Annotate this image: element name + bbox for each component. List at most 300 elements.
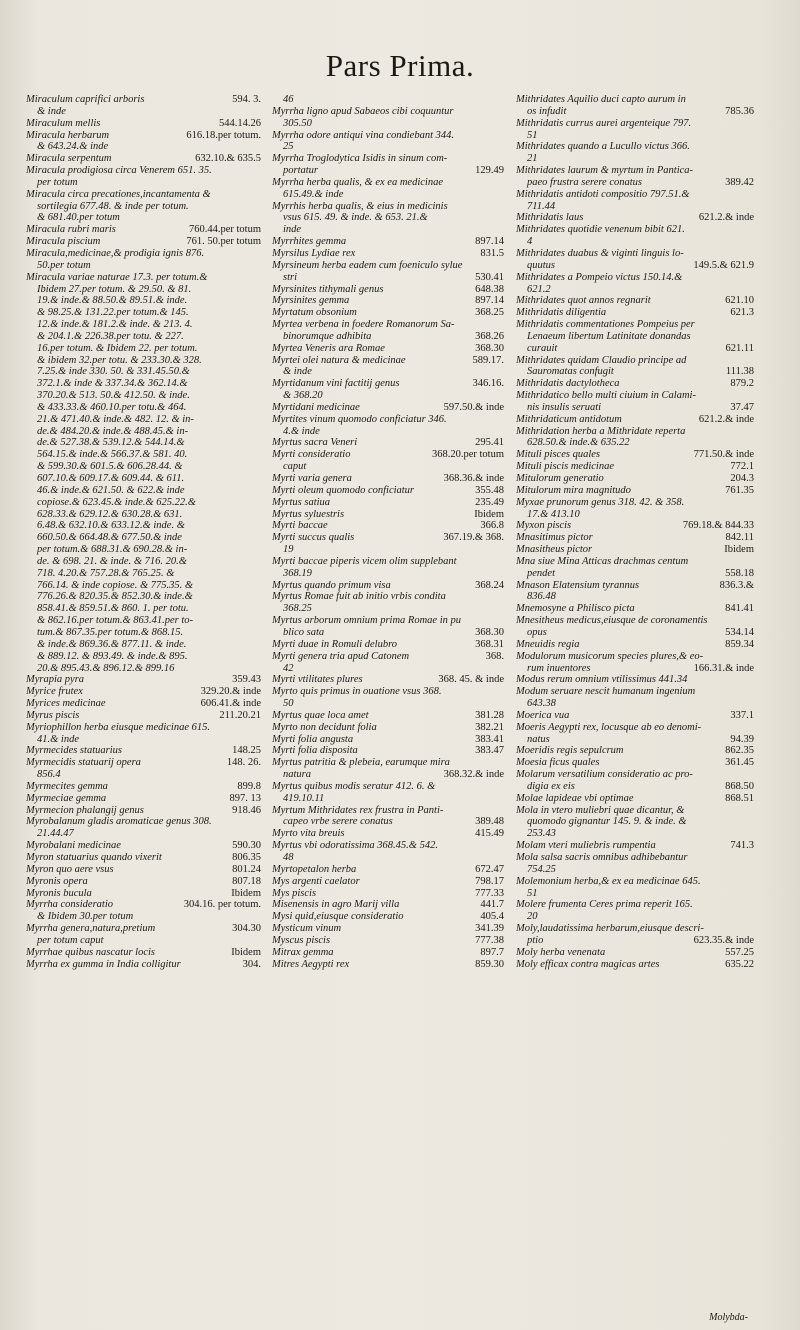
index-entry <box>26 437 261 449</box>
entry-text: Miracula herbarum <box>26 129 110 141</box>
entry-text: Moeris Aegypti rex, locusque ab eo denomi- <box>516 721 702 733</box>
page-reference: 859.34 <box>725 638 754 650</box>
page-reference: 868.51 <box>725 792 754 804</box>
entry-text: Molarum versatilium consideratio ac pro- <box>516 769 693 781</box>
index-entry <box>272 177 504 189</box>
index-entry <box>516 449 754 461</box>
page-reference: 918.46 <box>232 804 261 816</box>
index-entry <box>272 201 504 213</box>
index-entry <box>516 864 754 876</box>
entry-text: Molere frumenta Ceres prima reperit 165. <box>516 899 693 911</box>
index-entry <box>272 639 504 651</box>
page-reference: 897.14 <box>475 236 504 248</box>
entry-text: 19.& inde.& 88.50.& 89.51.& inde. <box>37 295 188 307</box>
index-entry <box>516 603 754 615</box>
index-entry <box>272 130 504 142</box>
entry-text: Myrto vita breuis <box>272 828 345 840</box>
index-entry <box>272 118 504 130</box>
entry-text: Myrtatum obsonium <box>272 307 357 319</box>
index-entry <box>26 911 261 923</box>
index-entry <box>272 580 504 592</box>
entry-text: 21.44.47 <box>37 828 74 840</box>
index-entry <box>272 94 504 106</box>
page-reference: 389.48 <box>475 816 504 828</box>
index-entry <box>26 686 261 698</box>
page-reference: 295.41 <box>475 437 504 449</box>
entry-text: sortilegia 677.48. & inde per totum. <box>37 200 189 212</box>
entry-text: Myrti oleum quomodo conficiatur <box>272 484 415 496</box>
index-entry <box>272 319 504 331</box>
index-entry <box>272 710 504 722</box>
index-entry <box>272 414 504 426</box>
entry-text: Myrrhae quibus nascatur locis <box>26 946 156 958</box>
index-entry <box>26 449 261 461</box>
index-entry <box>516 615 754 627</box>
page-reference: 415.49 <box>475 828 504 840</box>
page-reference: 94.39 <box>730 733 754 745</box>
index-entry <box>516 698 754 710</box>
entry-text: Myrmecides statuarius <box>26 745 122 757</box>
entry-text: Mys piscis <box>272 887 317 899</box>
entry-text: opus <box>527 626 547 638</box>
index-entry <box>272 224 504 236</box>
page-reference: 368.36.& inde <box>443 473 504 484</box>
page-reference: Ibidem <box>231 887 261 899</box>
entry-text: Mithridates quando a Lucullo victus 366. <box>516 141 690 153</box>
entry-text: 419.10.11 <box>283 792 325 804</box>
entry-text: Myrsinites gemma <box>272 295 350 307</box>
index-entry <box>26 284 261 296</box>
entry-text: Myriophillon herba eiusque medicinae 615. <box>26 721 211 733</box>
entry-text: 253.43 <box>527 828 556 840</box>
entry-text: Myrmecion phalangij genus <box>26 804 144 816</box>
entry-text: Miracula,medicinae,& prodigia ignis 876. <box>26 247 205 259</box>
index-entry <box>26 876 261 888</box>
page-reference: 368.25 <box>475 307 504 319</box>
entry-text: Myrti succus qualis <box>272 532 355 544</box>
index-entry <box>516 461 754 473</box>
index-entry <box>516 94 754 106</box>
entry-text: 48 <box>283 852 294 863</box>
page-reference: 785.36 <box>725 105 754 117</box>
index-entry <box>272 212 504 224</box>
entry-text: ptio <box>527 934 544 946</box>
index-entry <box>26 698 261 710</box>
page-reference: 235.49 <box>475 496 504 508</box>
index-entry <box>26 130 261 142</box>
index-entry <box>26 805 261 817</box>
page-reference: 329.20.& inde <box>200 686 261 698</box>
index-entry <box>26 366 261 378</box>
index-entry <box>516 591 754 603</box>
entry-text: de. & 698. 21. & inde. & 716. 20.& <box>37 555 187 567</box>
index-entry <box>516 284 754 296</box>
index-entry <box>516 722 754 734</box>
page-reference: 368.26 <box>475 330 504 342</box>
entry-text: Mithridatis diligentia <box>516 307 607 319</box>
entry-text: 25 <box>283 141 294 153</box>
page-reference: 590.30 <box>232 840 261 852</box>
entry-text: Myrtus quae loca amet <box>272 709 369 721</box>
entry-text: Mithridatis antidoti compositio 797.51.& <box>516 188 690 200</box>
index-entry <box>272 876 504 888</box>
entry-text: & 681.40.per totum <box>37 212 120 224</box>
entry-text: Mithridatis dactylotheca <box>516 378 620 390</box>
page-reference: 761.35 <box>725 484 754 496</box>
entry-text: Myrtus satiua <box>272 496 331 508</box>
entry-text: Modum seruare nescit humanum ingenium <box>516 686 696 698</box>
entry-text: 41.& inde <box>37 733 79 745</box>
index-entry <box>272 828 504 840</box>
index-entry <box>516 260 754 272</box>
index-entry <box>516 828 754 840</box>
index-entry <box>272 686 504 698</box>
entry-text: Myrtus quando primum visa <box>272 579 391 591</box>
page-reference: 544.14.26 <box>219 117 261 129</box>
entry-text: Myrus piscis <box>26 709 80 721</box>
entry-text: Mithridatis commentationes Pompeius per <box>516 319 695 331</box>
entry-text: Mithridatis currus aurei argenteique 797. <box>516 117 692 129</box>
entry-text: 20.& 895.43.& 896.12.& 899.16 <box>37 662 175 674</box>
index-entry <box>272 840 504 852</box>
page-reference: 648.38 <box>475 283 504 295</box>
entry-text: Misenensis in agro Marij villa <box>272 899 400 911</box>
entry-text: nis insulis seruati <box>527 401 602 413</box>
index-entry <box>516 710 754 722</box>
index-entry <box>516 805 754 817</box>
entry-text: & 643.24.& inde <box>37 141 109 153</box>
page-reference: 558.18 <box>725 567 754 579</box>
entry-text: Mithridates duabus & viginti linguis lo- <box>516 247 684 259</box>
index-entry <box>272 390 504 402</box>
entry-text: 564.15.& inde.& 566.37.& 581. 40. <box>37 449 188 461</box>
entry-text: Moeridis regis sepulcrum <box>516 745 624 757</box>
index-entry <box>26 520 261 532</box>
index-entry <box>516 497 754 509</box>
index-entry <box>272 568 504 580</box>
entry-text: Ibidem 27.per totum. & 29.50. & 81. <box>37 283 192 295</box>
entry-text: & ibidem 32.per totu. & 233.30.& 328. <box>37 354 202 366</box>
entry-text: portatur <box>283 165 319 177</box>
page-reference: 346.16. <box>472 378 504 390</box>
entry-text: Myrti varia genera <box>272 473 352 484</box>
index-entry <box>26 343 261 355</box>
index-entry <box>26 390 261 402</box>
entry-text: 50 <box>283 698 294 710</box>
index-entry <box>26 864 261 876</box>
entry-text: pendet <box>527 567 555 579</box>
entry-text: digia ex eis <box>527 780 575 792</box>
entry-text: Mithridaticum antidotum <box>516 413 622 425</box>
index-entry <box>516 568 754 580</box>
index-entry <box>516 224 754 236</box>
index-entry <box>272 461 504 473</box>
entry-text: Myrtus Romae fuit ab initio vrbis condita <box>272 591 446 603</box>
page-reference: 879.2 <box>730 378 754 390</box>
entry-text: & inde <box>37 105 66 117</box>
entry-text: 46.& inde.& 621.50. & 622.& inde <box>37 484 185 496</box>
entry-text: Mithridatico bello multi ciuium in Calami- <box>516 390 696 402</box>
entry-text: 42 <box>283 662 294 674</box>
entry-text: Myrtea verbena in foedere Romanorum Sa- <box>272 319 455 331</box>
entry-text: Mysi quid,eiusque consideratio <box>272 911 404 923</box>
index-entry <box>516 118 754 130</box>
index-entry <box>516 165 754 177</box>
page-reference: 368.20.per totum <box>431 449 504 461</box>
page-reference: 621.10 <box>725 295 754 307</box>
index-entry <box>272 153 504 165</box>
index-entry <box>26 816 261 828</box>
index-entry <box>516 781 754 793</box>
page-reference: 148.25 <box>232 745 261 757</box>
page-reference: 841.41 <box>725 603 754 615</box>
index-entry <box>272 816 504 828</box>
page-reference: 798.17 <box>475 875 504 887</box>
entry-text: Myrto quis primus in ouatione vsus 368. <box>272 686 442 698</box>
index-entry <box>272 769 504 781</box>
entry-text: Myrto non decidunt folia <box>272 721 377 733</box>
index-entry <box>26 840 261 852</box>
entry-text: os infudit <box>527 105 567 117</box>
entry-text: 51 <box>527 887 538 899</box>
entry-text: Myrtidanum vini factitij genus <box>272 378 400 390</box>
entry-text: Mithridates Aquilio duci capto aurum in <box>516 94 686 105</box>
index-entry <box>26 757 261 769</box>
index-entry <box>516 307 754 319</box>
page-reference: 589.17. <box>472 354 504 366</box>
index-entry <box>516 876 754 888</box>
index-entry <box>516 426 754 438</box>
index-entry <box>26 509 261 521</box>
entry-text: Sauromatas confugit <box>527 366 614 378</box>
entry-text: binorumque adhibita <box>283 330 372 342</box>
index-entry <box>26 224 261 236</box>
page-reference: 304.16. per totum. <box>183 899 261 911</box>
index-entry <box>516 923 754 935</box>
page-reference: 148. 26. <box>226 757 261 769</box>
index-entry <box>26 959 261 971</box>
page-reference: 760.44.per totum <box>188 224 261 236</box>
index-entry <box>26 212 261 224</box>
entry-text: 7.25.& inde 330. 50. & 331.45.50.& <box>37 366 190 378</box>
page-reference: 862.35 <box>725 745 754 757</box>
index-entry <box>516 319 754 331</box>
entry-text: & inde <box>283 366 312 378</box>
entry-text: Myscus piscis <box>272 934 331 946</box>
index-entry <box>516 840 754 852</box>
index-entry <box>272 556 504 568</box>
entry-text: de.& 484.20.& inde.& 488.45.& in- <box>37 425 189 437</box>
page-reference: 616.18.per totum. <box>186 129 261 141</box>
index-entry <box>26 426 261 438</box>
index-entry <box>272 307 504 319</box>
index-entry <box>26 177 261 189</box>
entry-text: Moly,laudatissima herbarum,eiusque descri- <box>516 923 704 935</box>
entry-text: rum inuentores <box>527 662 591 674</box>
entry-text: Myrtus quibus modis seratur 412. 6. & <box>272 780 436 792</box>
index-entry <box>272 959 504 971</box>
entry-text: 51 <box>527 129 538 141</box>
index-entry <box>516 402 754 414</box>
entry-text: Mola salsa sacris omnibus adhibebantur <box>516 852 688 863</box>
entry-text: Myrrha consideratio <box>26 899 114 911</box>
entry-text: Mithridates a Pompeio victus 150.14.& <box>516 271 683 283</box>
page-reference: 772.1 <box>730 461 754 473</box>
index-entry <box>272 426 504 438</box>
index-entry <box>272 663 504 675</box>
entry-text: per totum caput <box>37 934 104 946</box>
entry-text: Mithridatis laus <box>516 212 584 224</box>
entry-text: Myrrha genera,natura,pretium <box>26 923 156 935</box>
index-entry <box>516 177 754 189</box>
entry-text: Myronis opera <box>26 875 88 887</box>
entry-text: Myrtus patritia & plebeia, earumque mira <box>272 757 450 769</box>
index-column-1 <box>26 94 261 970</box>
entry-text: & 889.12. & 893.49. & inde.& 895. <box>37 650 188 662</box>
entry-text: Myrtites vinum quomodo conficiatur 346. <box>272 413 447 425</box>
page-reference: 368. 45. & inde <box>438 674 504 686</box>
page-reference: 304.30 <box>232 923 261 935</box>
entry-text: & 368.20 <box>283 390 323 402</box>
page-reference: 383.47 <box>475 745 504 757</box>
index-entry <box>26 568 261 580</box>
entry-text: Modulorum musicorum species plures,& eo- <box>516 650 704 662</box>
entry-text: Myrrhites gemma <box>272 236 347 248</box>
index-entry <box>272 248 504 260</box>
index-entry <box>272 603 504 615</box>
entry-text: Myrrha herba qualis, & ex ea medicinae <box>272 176 443 188</box>
page-reference: 366.8 <box>480 520 504 532</box>
entry-text: natura <box>283 769 312 781</box>
index-entry <box>516 793 754 805</box>
entry-text: 615.49.& inde <box>283 188 344 200</box>
entry-text: 4.& inde <box>283 425 320 437</box>
index-entry <box>26 106 261 118</box>
entry-text: 368.19 <box>283 567 312 579</box>
index-entry <box>272 899 504 911</box>
entry-text: Molemonium herba,& ex ea medicinae 645. <box>516 875 701 887</box>
index-entry <box>272 935 504 947</box>
entry-text: 628.50.& inde.& 635.22 <box>527 437 630 449</box>
entry-text: Miracula piscium <box>26 236 101 248</box>
entry-text: Myrti folia angusta <box>272 733 354 745</box>
index-entry <box>26 331 261 343</box>
entry-text: 12.& inde.& 181.2.& inde. & 213. 4. <box>37 319 193 331</box>
entry-text: Myrsilus Lydiae rex <box>272 247 356 259</box>
entry-text: Myrrha ex gumma in India colligitur <box>26 958 181 970</box>
page-reference: 341.39 <box>475 923 504 935</box>
entry-text: Mituli pisces quales <box>516 449 600 461</box>
index-entry <box>272 473 504 485</box>
entry-text: caput <box>283 461 307 473</box>
index-entry <box>272 698 504 710</box>
index-entry <box>272 331 504 343</box>
index-entry <box>516 414 754 426</box>
entry-text: Mitres Aegypti rex <box>272 958 350 970</box>
page-reference: 368.24 <box>475 579 504 591</box>
entry-text: Myrti vtilitates plures <box>272 674 363 686</box>
index-entry <box>26 935 261 947</box>
index-entry <box>516 580 754 592</box>
page-reference: 769.18.& 844.33 <box>682 520 754 532</box>
entry-text: 17.& 413.10 <box>527 508 580 520</box>
index-entry <box>516 212 754 224</box>
index-entry <box>272 355 504 367</box>
entry-text: Myrti folia disposita <box>272 745 358 757</box>
entry-text: 643.38 <box>527 698 556 710</box>
index-entry <box>516 236 754 248</box>
index-entry <box>516 899 754 911</box>
entry-text: Mitulorum mira magnitudo <box>516 484 631 496</box>
entry-text: 858.41.& 859.51.& 860. 1. per totu. <box>37 603 189 615</box>
index-entry <box>516 106 754 118</box>
entry-text: Myrapia pyra <box>26 674 85 686</box>
entry-text: Myrobalani medicinae <box>26 840 121 852</box>
entry-text: Myrti genera tria apud Catonem <box>272 650 410 662</box>
entry-text: Myrobalanum gladis aromaticae genus 308. <box>26 816 212 828</box>
index-entry <box>26 580 261 592</box>
index-entry <box>272 437 504 449</box>
entry-text: Myrtidani medicinae <box>272 401 360 413</box>
entry-text: Myrsinites tithymali genus <box>272 283 384 295</box>
index-entry <box>272 402 504 414</box>
index-entry <box>516 437 754 449</box>
entry-text: per totum.& 688.31.& 690.28.& in- <box>37 544 188 556</box>
page-reference: 368.31 <box>475 638 504 650</box>
entry-text: Myrrha odore antiqui vina condiebant 344. <box>272 129 454 141</box>
entry-text: Miracula circa precationes,incantamenta & <box>26 188 211 200</box>
index-entry <box>516 366 754 378</box>
entry-text: tum.& 867.35.per totum.& 868.15. <box>37 626 184 638</box>
entry-text: Myrmecidis statuarij opera <box>26 757 141 769</box>
index-entry <box>516 331 754 343</box>
index-entry <box>516 734 754 746</box>
entry-text: Myrmeciae gemma <box>26 792 107 804</box>
entry-text: Myrtus syluestris <box>272 508 345 520</box>
page-reference: 361.45 <box>725 757 754 769</box>
entry-text: copiose.& 623.45.& inde.& 625.22.& <box>37 496 196 508</box>
entry-text: Mnesitheus medicus,eiusque de coronamentis <box>516 615 708 627</box>
page-reference: 557.25 <box>725 946 754 958</box>
entry-text: Myrrhis herba qualis, & eius in medicinis <box>272 200 448 212</box>
entry-text: & 862.16.per totum.& 863.41.per to- <box>37 615 194 627</box>
index-entry <box>516 189 754 201</box>
entry-text: 21 <box>527 153 538 165</box>
entry-text: 718. 4.20.& 757.28.& 765.25. & <box>37 567 175 579</box>
index-entry <box>272 165 504 177</box>
entry-text: Mithridates quot annos regnarit <box>516 295 651 307</box>
entry-text: 766.14. & inde copiose. & 775.35. & <box>37 579 194 591</box>
page-reference: Ibidem <box>724 544 754 556</box>
page-reference: 897.7 <box>480 946 504 958</box>
index-entry <box>272 272 504 284</box>
index-entry <box>26 295 261 307</box>
entry-text: Mola in vtero muliebri quae dicantur, & <box>516 804 685 816</box>
index-entry <box>272 864 504 876</box>
entry-text: Myrti baccae piperis vicem olim supplebant <box>272 555 457 567</box>
page-reference: 899.8 <box>237 780 261 792</box>
page-reference: 672.47 <box>475 863 504 875</box>
index-entry <box>516 757 754 769</box>
entry-text: 607.10.& 609.17.& 609.44. & 611. <box>37 473 185 484</box>
index-entry <box>272 295 504 307</box>
index-entry <box>272 141 504 153</box>
index-entry <box>26 852 261 864</box>
index-entry <box>516 852 754 864</box>
entry-text: Myron statuarius quando vixerit <box>26 852 162 863</box>
entry-text: & inde.& 869.36.& 877.11. & inde. <box>37 638 187 650</box>
entry-text: Myrrha Troglodytica Isidis in sinum com- <box>272 153 448 165</box>
